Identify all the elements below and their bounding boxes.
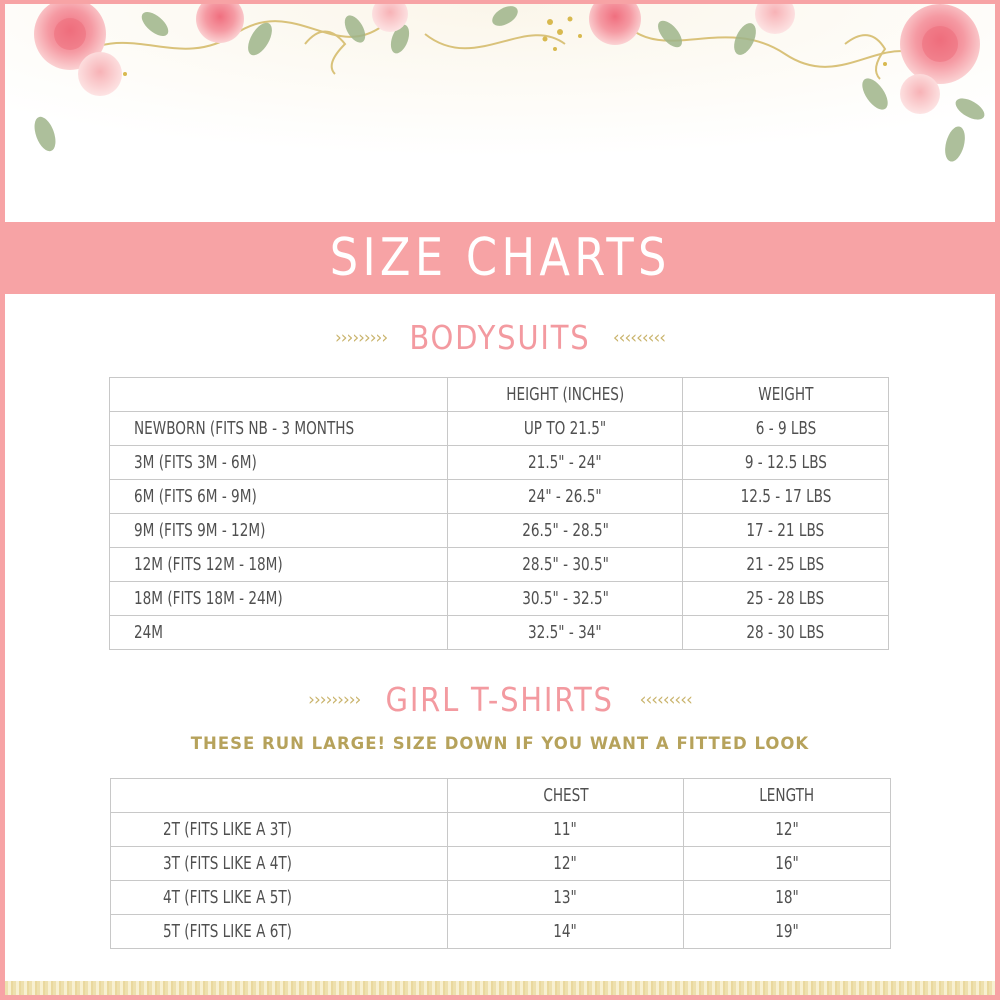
size-cell: 5T (FITS LIKE A 6T)	[111, 915, 448, 949]
size-cell: NEWBORN (FITS NB - 3 MONTHS	[110, 412, 448, 446]
header-cell: WEIGHT	[683, 378, 889, 412]
bodysuits-table	[109, 377, 889, 650]
table-row	[110, 616, 889, 650]
height-cell: 21.5" - 24"	[447, 446, 683, 480]
weight-cell: 6 - 9 LBS	[683, 412, 889, 446]
length-cell: 16"	[684, 847, 891, 881]
left-arrows-icon: ›››››››››	[308, 689, 361, 710]
chest-cell: 13"	[447, 881, 684, 915]
table-row	[110, 582, 889, 616]
size-cell: 12M (FITS 12M - 18M)	[110, 548, 448, 582]
header-cell: LENGTH	[684, 779, 891, 813]
size-cell: 4T (FITS LIKE A 5T)	[111, 881, 448, 915]
bodysuits-title: BODYSUITS	[409, 318, 591, 357]
bodysuits-heading	[0, 318, 1000, 357]
floral-watercolor-icon	[5, 4, 995, 222]
length-cell: 19"	[684, 915, 891, 949]
header-cell: CHEST	[447, 779, 684, 813]
size-cell: 24M	[110, 616, 448, 650]
size-cell: 6M (FITS 6M - 9M)	[110, 480, 448, 514]
height-cell: 24" - 26.5"	[447, 480, 683, 514]
girl-tshirts-title: GIRL T-SHIRTS	[385, 680, 615, 719]
weight-cell: 12.5 - 17 LBS	[683, 480, 889, 514]
header-cell	[110, 378, 448, 412]
table-row	[111, 915, 891, 949]
page-title: SIZE CHARTS	[329, 228, 671, 288]
table-row	[110, 514, 889, 548]
height-cell: 26.5" - 28.5"	[447, 514, 683, 548]
table-row	[111, 881, 891, 915]
left-arrows-icon: ›››››››››	[334, 327, 388, 348]
right-arrows-icon: ‹‹‹‹‹‹‹‹‹	[612, 327, 666, 348]
table-row	[110, 412, 889, 446]
length-cell: 12"	[684, 813, 891, 847]
chest-cell: 14"	[447, 915, 684, 949]
table-row	[110, 480, 889, 514]
weight-cell: 9 - 12.5 LBS	[683, 446, 889, 480]
chest-cell: 12"	[447, 847, 684, 881]
weight-cell: 28 - 30 LBS	[683, 616, 889, 650]
table-header-row	[110, 378, 889, 412]
size-cell: 3T (FITS LIKE A 4T)	[111, 847, 448, 881]
table-row	[110, 446, 889, 480]
weight-cell: 21 - 25 LBS	[683, 548, 889, 582]
right-arrows-icon: ‹‹‹‹‹‹‹‹‹	[639, 689, 692, 710]
girl-tshirts-table	[110, 778, 891, 949]
table-row	[111, 847, 891, 881]
floral-header-decoration	[5, 4, 995, 222]
table-row	[111, 813, 891, 847]
height-cell: UP TO 21.5"	[447, 412, 683, 446]
sizing-note: THESE RUN LARGE! SIZE DOWN IF YOU WANT A FITTED LOOK	[190, 734, 810, 753]
height-cell: 32.5" - 34"	[447, 616, 683, 650]
length-cell: 18"	[684, 881, 891, 915]
size-cell: 9M (FITS 9M - 12M)	[110, 514, 448, 548]
girl-tshirts-heading	[0, 680, 1000, 719]
size-cell: 18M (FITS 18M - 24M)	[110, 582, 448, 616]
weight-cell: 17 - 21 LBS	[683, 514, 889, 548]
height-cell: 30.5" - 32.5"	[447, 582, 683, 616]
table-header-row	[111, 779, 891, 813]
header-cell: HEIGHT (INCHES)	[447, 378, 683, 412]
size-cell: 2T (FITS LIKE A 3T)	[111, 813, 448, 847]
gold-glitter-strip	[5, 981, 995, 995]
weight-cell: 25 - 28 LBS	[683, 582, 889, 616]
title-banner	[0, 222, 1000, 294]
chest-cell: 11"	[447, 813, 684, 847]
table-row	[110, 548, 889, 582]
size-cell: 3M (FITS 3M - 6M)	[110, 446, 448, 480]
height-cell: 28.5" - 30.5"	[447, 548, 683, 582]
header-cell	[111, 779, 448, 813]
